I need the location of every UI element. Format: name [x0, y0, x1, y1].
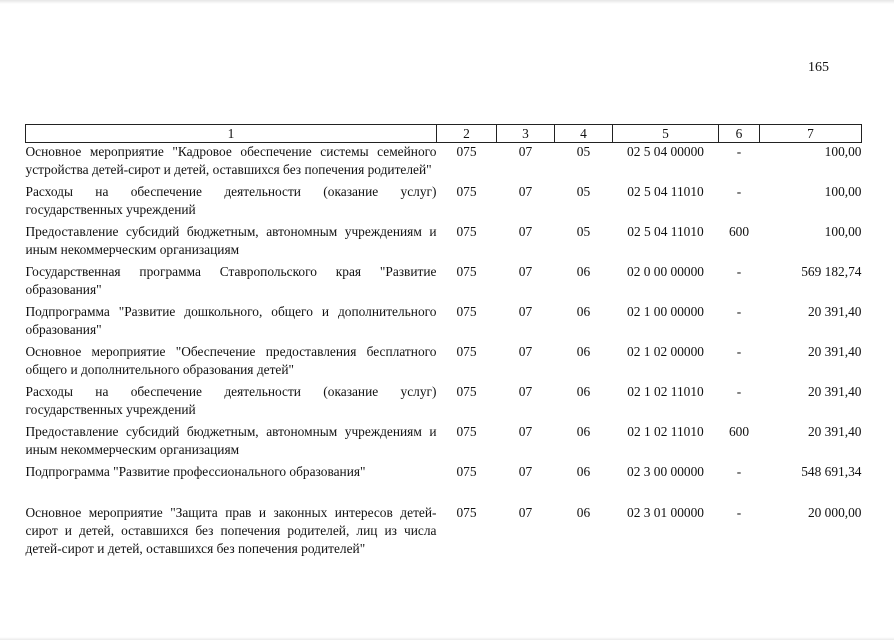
row-rz: 07 [518, 264, 533, 279]
row-rz: 07 [518, 304, 533, 319]
table-row [26, 481, 862, 558]
row-grbs: 075 [456, 384, 477, 399]
row-vr: 600 [728, 424, 750, 439]
row-vr: - [736, 264, 742, 279]
scan-edge-top [0, 0, 894, 4]
row-vr: - [736, 184, 742, 199]
row-name: Расходы на обеспечение деятельности (оказание услуг) государственных учреждений [25, 384, 437, 417]
row-pr: 05 [576, 184, 591, 199]
header-col-1: 1 [26, 125, 437, 143]
row-csr: 02 3 00 00000 [627, 464, 704, 479]
row-name: Основное мероприятие "Кадровое обеспечение системы семейного устройства детей-сирот и детей, оставшихся без попечения родителей" [25, 144, 437, 177]
row-grbs: 075 [456, 344, 477, 359]
row-csr: 02 1 02 11010 [627, 384, 704, 399]
row-grbs: 075 [456, 144, 477, 159]
row-name: Расходы на обеспечение деятельности (оказание услуг) государственных учреждений [25, 184, 437, 217]
row-pr: 06 [576, 384, 591, 399]
row-vr: - [736, 505, 742, 520]
row-sum: 100,00 [824, 224, 862, 239]
row-sum: 20 000,00 [807, 505, 862, 520]
table-row [26, 183, 862, 223]
row-name: Основное мероприятие "Защита прав и законных интересов детей-сирот и детей, оставшихся без попечения родителей, лиц из числа детей-сирот и детей, оставшихся без попечения родителей" [25, 505, 437, 556]
row-grbs: 075 [456, 224, 477, 239]
row-pr: 06 [576, 464, 591, 479]
row-pr: 06 [576, 505, 591, 520]
table-row [26, 423, 862, 463]
row-sum: 20 391,40 [807, 344, 862, 359]
row-grbs: 075 [456, 464, 477, 479]
budget-table [25, 124, 862, 558]
row-sum: 100,00 [824, 184, 862, 199]
table-row [26, 143, 862, 184]
row-csr: 02 0 00 00000 [627, 264, 704, 279]
table-row [26, 263, 862, 303]
row-sum: 100,00 [824, 144, 862, 159]
row-csr: 02 1 02 00000 [627, 344, 704, 359]
table-row [26, 463, 862, 481]
row-csr: 02 1 02 11010 [627, 424, 704, 439]
row-grbs: 075 [456, 424, 477, 439]
row-rz: 07 [518, 464, 533, 479]
row-name: Основное мероприятие "Обеспечение предоставления бесплатного общего и дополнительного образования детей" [25, 344, 437, 377]
table-row [26, 303, 862, 343]
row-sum: 548 691,34 [801, 464, 862, 479]
row-grbs: 075 [456, 264, 477, 279]
row-vr: - [736, 344, 742, 359]
row-vr: - [736, 144, 742, 159]
table-body [26, 143, 862, 559]
row-sum: 20 391,40 [807, 384, 862, 399]
row-csr: 02 3 01 00000 [627, 505, 704, 520]
row-sum: 569 182,74 [801, 264, 862, 279]
row-pr: 06 [576, 304, 591, 319]
row-csr: 02 5 04 11010 [627, 184, 704, 199]
row-grbs: 075 [456, 184, 477, 199]
row-name: Подпрограмма "Развитие дошкольного, общего и дополнительного образования" [25, 304, 437, 337]
row-vr: 600 [728, 224, 750, 239]
header-row [26, 125, 862, 143]
row-csr: 02 1 00 00000 [627, 304, 704, 319]
header-col-5: 5 [613, 125, 719, 143]
row-rz: 07 [518, 344, 533, 359]
row-rz: 07 [518, 144, 533, 159]
row-name: Предоставление субсидий бюджетным, автономным учреждениям и иным некоммерческим организациям [25, 424, 437, 457]
row-name: Подпрограмма "Развитие профессионального образования" [25, 464, 366, 479]
header-col-7: 7 [760, 125, 862, 143]
row-rz: 07 [518, 224, 533, 239]
table-row [26, 383, 862, 423]
row-grbs: 075 [456, 505, 477, 520]
row-rz: 07 [518, 505, 533, 520]
table-header [26, 125, 862, 143]
header-col-4: 4 [555, 125, 613, 143]
row-pr: 06 [576, 424, 591, 439]
header-col-2: 2 [437, 125, 497, 143]
row-vr: - [736, 384, 742, 399]
row-rz: 07 [518, 424, 533, 439]
row-vr: - [736, 304, 742, 319]
row-rz: 07 [518, 184, 533, 199]
row-pr: 05 [576, 224, 591, 239]
row-sum: 20 391,40 [807, 424, 862, 439]
row-name: Предоставление субсидий бюджетным, автономным учреждениям и иным некоммерческим организациям [25, 224, 437, 257]
page-number: 165 [808, 60, 829, 75]
row-pr: 06 [576, 344, 591, 359]
row-grbs: 075 [456, 304, 477, 319]
row-csr: 02 5 04 00000 [627, 144, 704, 159]
row-pr: 05 [576, 144, 591, 159]
table-row [26, 343, 862, 383]
header-col-3: 3 [497, 125, 555, 143]
row-rz: 07 [518, 384, 533, 399]
row-csr: 02 5 04 11010 [627, 224, 704, 239]
row-name: Государственная программа Ставропольского края "Развитие образования" [25, 264, 437, 297]
row-pr: 06 [576, 264, 591, 279]
table-row [26, 223, 862, 263]
row-sum: 20 391,40 [807, 304, 862, 319]
header-col-6: 6 [719, 125, 760, 143]
row-vr: - [736, 464, 742, 479]
